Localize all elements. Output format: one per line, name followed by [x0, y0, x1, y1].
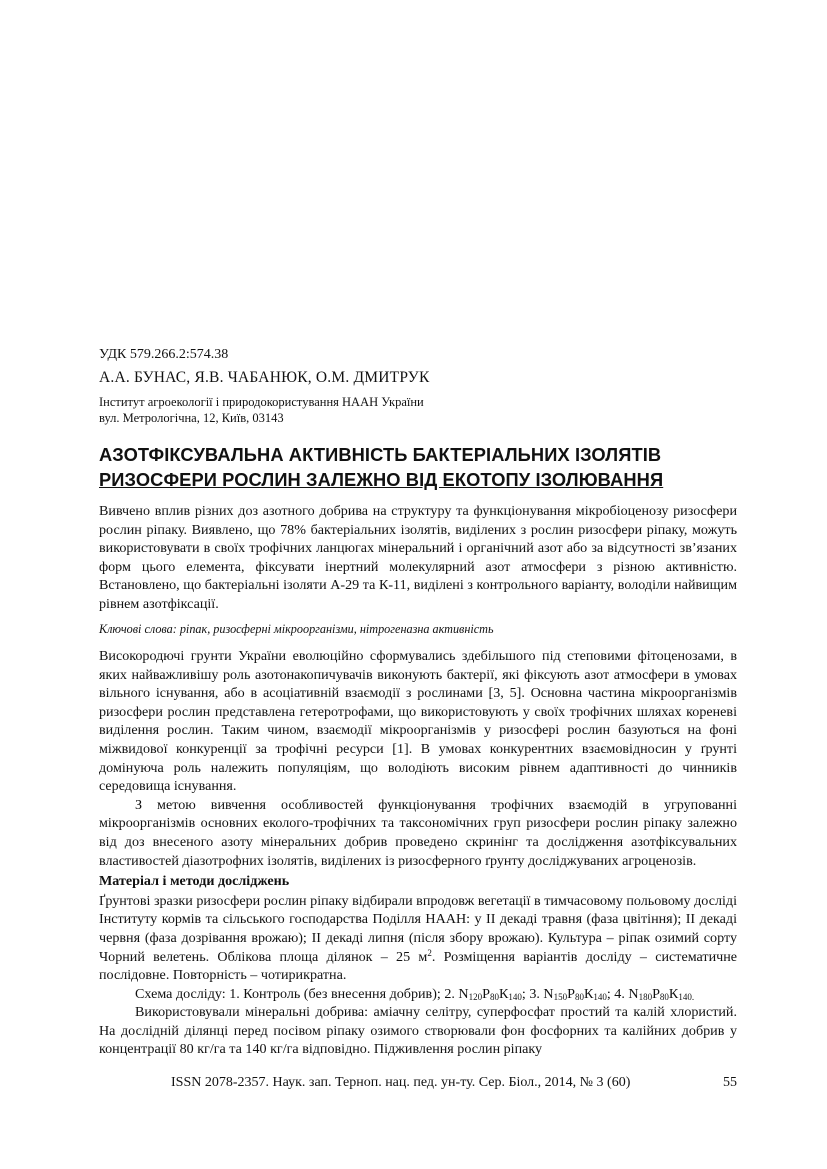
paragraph-fertilizers: Використовували мінеральні добрива: аміачну селітру, суперфосфат простий та калій хлористий. На дослідній ділянці перед посівом ріпаку озимого створювали фон фосфорних та калійних добрив у концентрації 80 кг/га та 140 кг/га відповідно. Підживлення рослин ріпаку — [99, 1004, 737, 1058]
paragraph-scheme: Схема досліду: 1. Контроль (без внесення добрив); 2. $N_{120}Р_{80}К_{140}$; 3. $N_{150}Р_{80}К_{140}$; 4. $N_{180}Р_{80}К_{140.}$ — [135, 985, 695, 1002]
page-number: 55 — [723, 1075, 737, 1090]
article-body — [99, 647, 737, 1059]
udk-code: УДК 579.266.2:574.38 — [99, 347, 229, 362]
article-title — [99, 442, 749, 492]
title-line-1: АЗОТФІКСУВАЛЬНА АКТИВНІСТЬ БАКТЕРІАЛЬНИХ ІЗОЛЯТІВ — [99, 444, 662, 465]
paragraph-aim: З метою вивчення особливостей функціонування трофічних взаємодій в угрупованні мікроорганізмів основних еколого-трофічних та таксономічних груп ризосфери рослин ріпаку залежно від доз внесеного азоту мінеральних добрив проведено скринінг та дослідження азотфіксувальних властивостей діазотрофних ізолятів, виділених із ризосферного ґрунту досліджуваних агроценозів. — [99, 796, 737, 869]
institute-address: вул. Метрологічна, 12, Київ, 03143 — [99, 411, 284, 425]
affiliation — [99, 394, 424, 426]
abstract: Вивчено вплив різних доз азотного добрива на структуру та функціонування мікробіоценозу ризосфери рослин ріпаку. Виявлено, що 78% бактеріальних ізолятів, виділених з рослин ризосфери ріпаку, можуть використовувати в своїх трофічних ланцюгах мінеральний і органічний азот або за відсутності зв’язаних форм цього елемента, фіксувати інертний молекулярний азот атмосфери з різною активністю. Встановлено, що бактеріальні ізоляти А-29 та К-11, виділені з контрольного варіанту, володіли найвищим рівнем азотфіксації. — [99, 503, 737, 612]
journal-citation: ISSN 2078-2357. Наук. зап. Терноп. нац. пед. ун-ту. Сер. Біол., 2014, № 3 (60) — [171, 1075, 631, 1090]
page-footer — [171, 1075, 737, 1091]
authors: А.А. БУНАС, Я.В. ЧАБАНЮК, О.М. ДМИТРУК — [99, 369, 430, 386]
keywords: Ключові слова: ріпак, ризосферні мікроорганізми, нітрогеназна активність — [99, 622, 494, 636]
section-heading-methods: Матеріал і методи досліджень — [99, 873, 290, 890]
paragraph-samples: Ґрунтові зразки ризосфери рослин ріпаку відбирали впродовж вегетації в тимчасовому польовому досліді Інституту кормів та сільського господарства Поділля НААН: у ІІ декаді травня (фаза цвітіння); ІІ декаді червня (фаза дозрівання врожаю); ІІ декаді липня (після збору врожаю). Культура – ріпак озимий сорту Чорний велетень. Облікова площа ділянок – 25 $м^2$. Розміщення варіантів досліду – систематичне послідовне. Повторність – чотирикратна. — [99, 892, 737, 984]
paragraph-intro: Високородючі грунти України еволюційно сформувались здебільшого під степовими фітоценозами, в яких найважливішу роль азотонакопичувачів виконують бактерії, які фіксують азот атмосфери в умовах вільного існування, або в асоціативній взаємодії з рослинами [3, 5]. Основна частина мікроорганізмів ризосфери рослин представлена гетеротрофами, що використовують у своїх трофічних шляхах кореневі виділення рослин. Таким чином, взаємодії мікроорганізмів у ризосфері рослин базуються на фоні міжвидової конкуренції за трофічні ресурси [1]. В умовах конкурентних взаємовідносин у ґрунті домінуюча роль належить популяціям, що володіють високим рівнем адаптивності до чинників середовища існування. — [99, 648, 737, 795]
title-line-2: РИЗОСФЕРИ РОСЛИН ЗАЛЕЖНО ВІД ЕКОТОПУ ІЗОЛЮВАННЯ — [99, 469, 664, 490]
institute-name: Інститут агроекології і природокористування НААН України — [99, 395, 424, 409]
